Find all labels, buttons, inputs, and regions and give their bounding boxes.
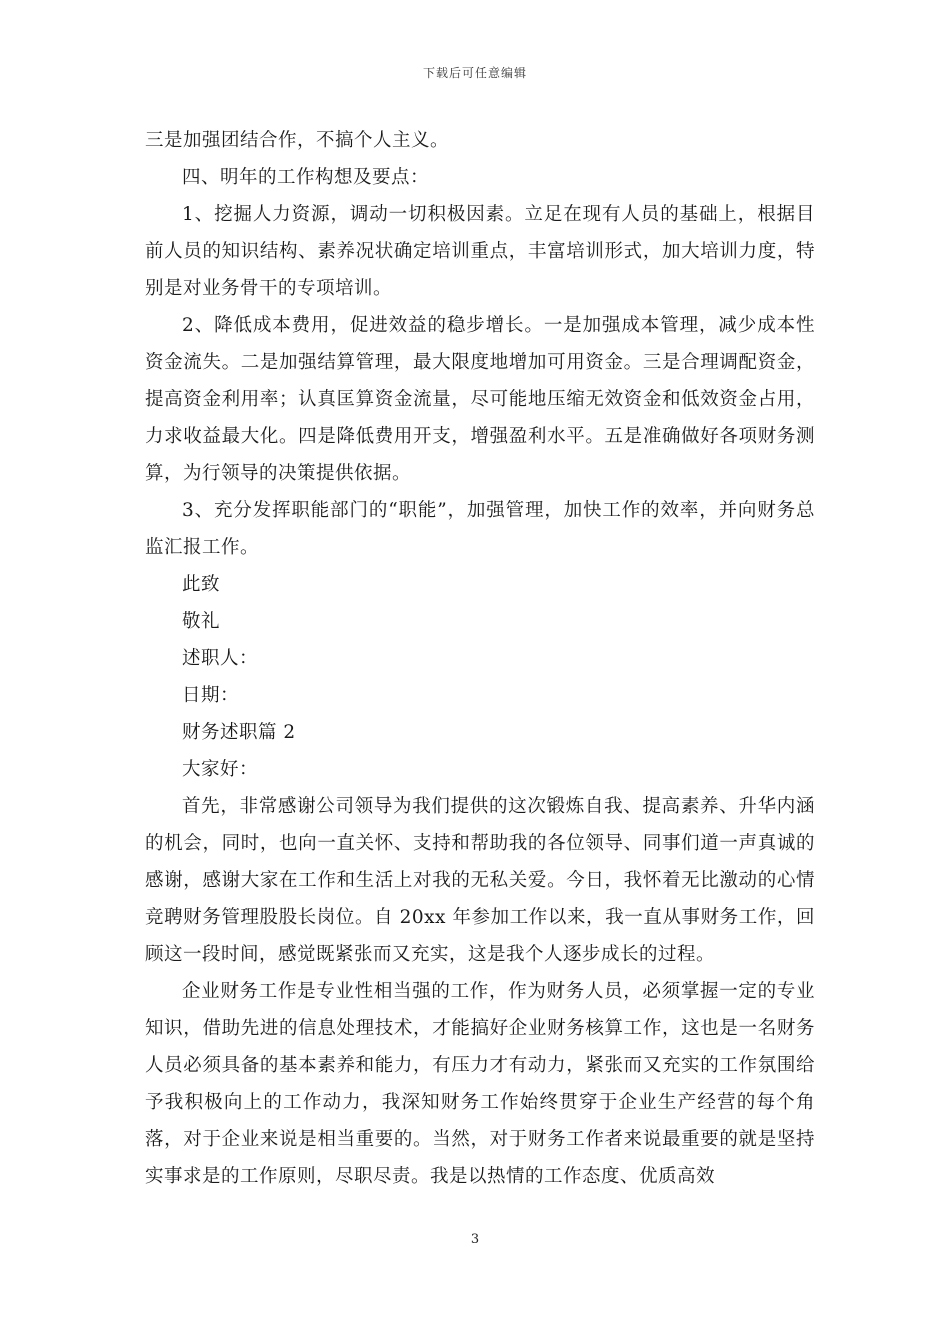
date-label: 日期： — [182, 685, 240, 706]
paragraph-item-1: 1、挖掘人力资源，调动一切积极因素。立足在现有人员的基础上，根据目前人员的知识结构、素养况状确定培训重点，丰富培训形式，加大培训力度，特别是对业务骨干的专项培训。 — [145, 204, 815, 299]
closing-salutation: 此致 — [182, 574, 221, 595]
closing-regards: 敬礼 — [182, 611, 221, 632]
page-number: 3 — [470, 1232, 480, 1247]
document-body — [145, 122, 815, 1195]
paragraph-item-2: 2、降低成本费用，促进效益的稳步增长。一是加强成本管理，减少成本性资金流失。二是加强结算管理，最大限度地增加可用资金。三是合理调配资金，提高资金利用率；认真匡算资金流量，尽可能地压缩无效资金和低效资金占用，力求收益最大化。四是降低费用开支，增强盈利水平。五是准确做好各项财务测算，为行领导的决策提供依据。 — [145, 315, 815, 484]
section-heading-next-year-plan: 四、明年的工作构想及要点： — [182, 167, 430, 188]
paragraph-finance-work: 企业财务工作是专业性相当强的工作，作为财务人员，必须掌握一定的专业知识，借助先进的信息处理技术，才能搞好企业财务核算工作，这也是一名财务人员必须具备的基本素养和能力，有压力才有动力，紧张而又充实的工作氛围给予我积极向上的工作动力，我深知财务工作始终贯穿于企业生产经营的每个角落，对于企业来说是相当重要的。当然，对于财务工作者来说最重要的就是坚持实事求是的工作原则，尽职尽责。我是以热情的工作态度、优质高效 — [145, 981, 815, 1187]
paragraph-item-3: 3、充分发挥职能部门的“职能”，加强管理，加快工作的效率，并向财务总监汇报工作。 — [145, 500, 815, 558]
paragraph-intro: 首先，非常感谢公司领导为我们提供的这次锻炼自我、提高素养、升华内涵的机会，同时，也向一直关怀、支持和帮助我的各位领导、同事们道一声真诚的感谢，感谢大家在工作和生活上对我的无私关爱。今日，我怀着无比激动的心情竞聘财务管理股股长岗位。自 20xx 年参加工作以来，我一直从事财务工作，回顾这一段时间，感觉既紧张而又充实，这是我个人逐步成长的过程。 — [145, 796, 815, 965]
header-note: 下载后可任意编辑 — [422, 66, 527, 80]
greeting: 大家好： — [182, 759, 259, 780]
section-title: 财务述职篇 2 — [182, 722, 296, 743]
paragraph-continuation: 三是加强团结合作，不搞个人主义。 — [145, 130, 450, 151]
reporter-label: 述职人： — [182, 648, 259, 669]
